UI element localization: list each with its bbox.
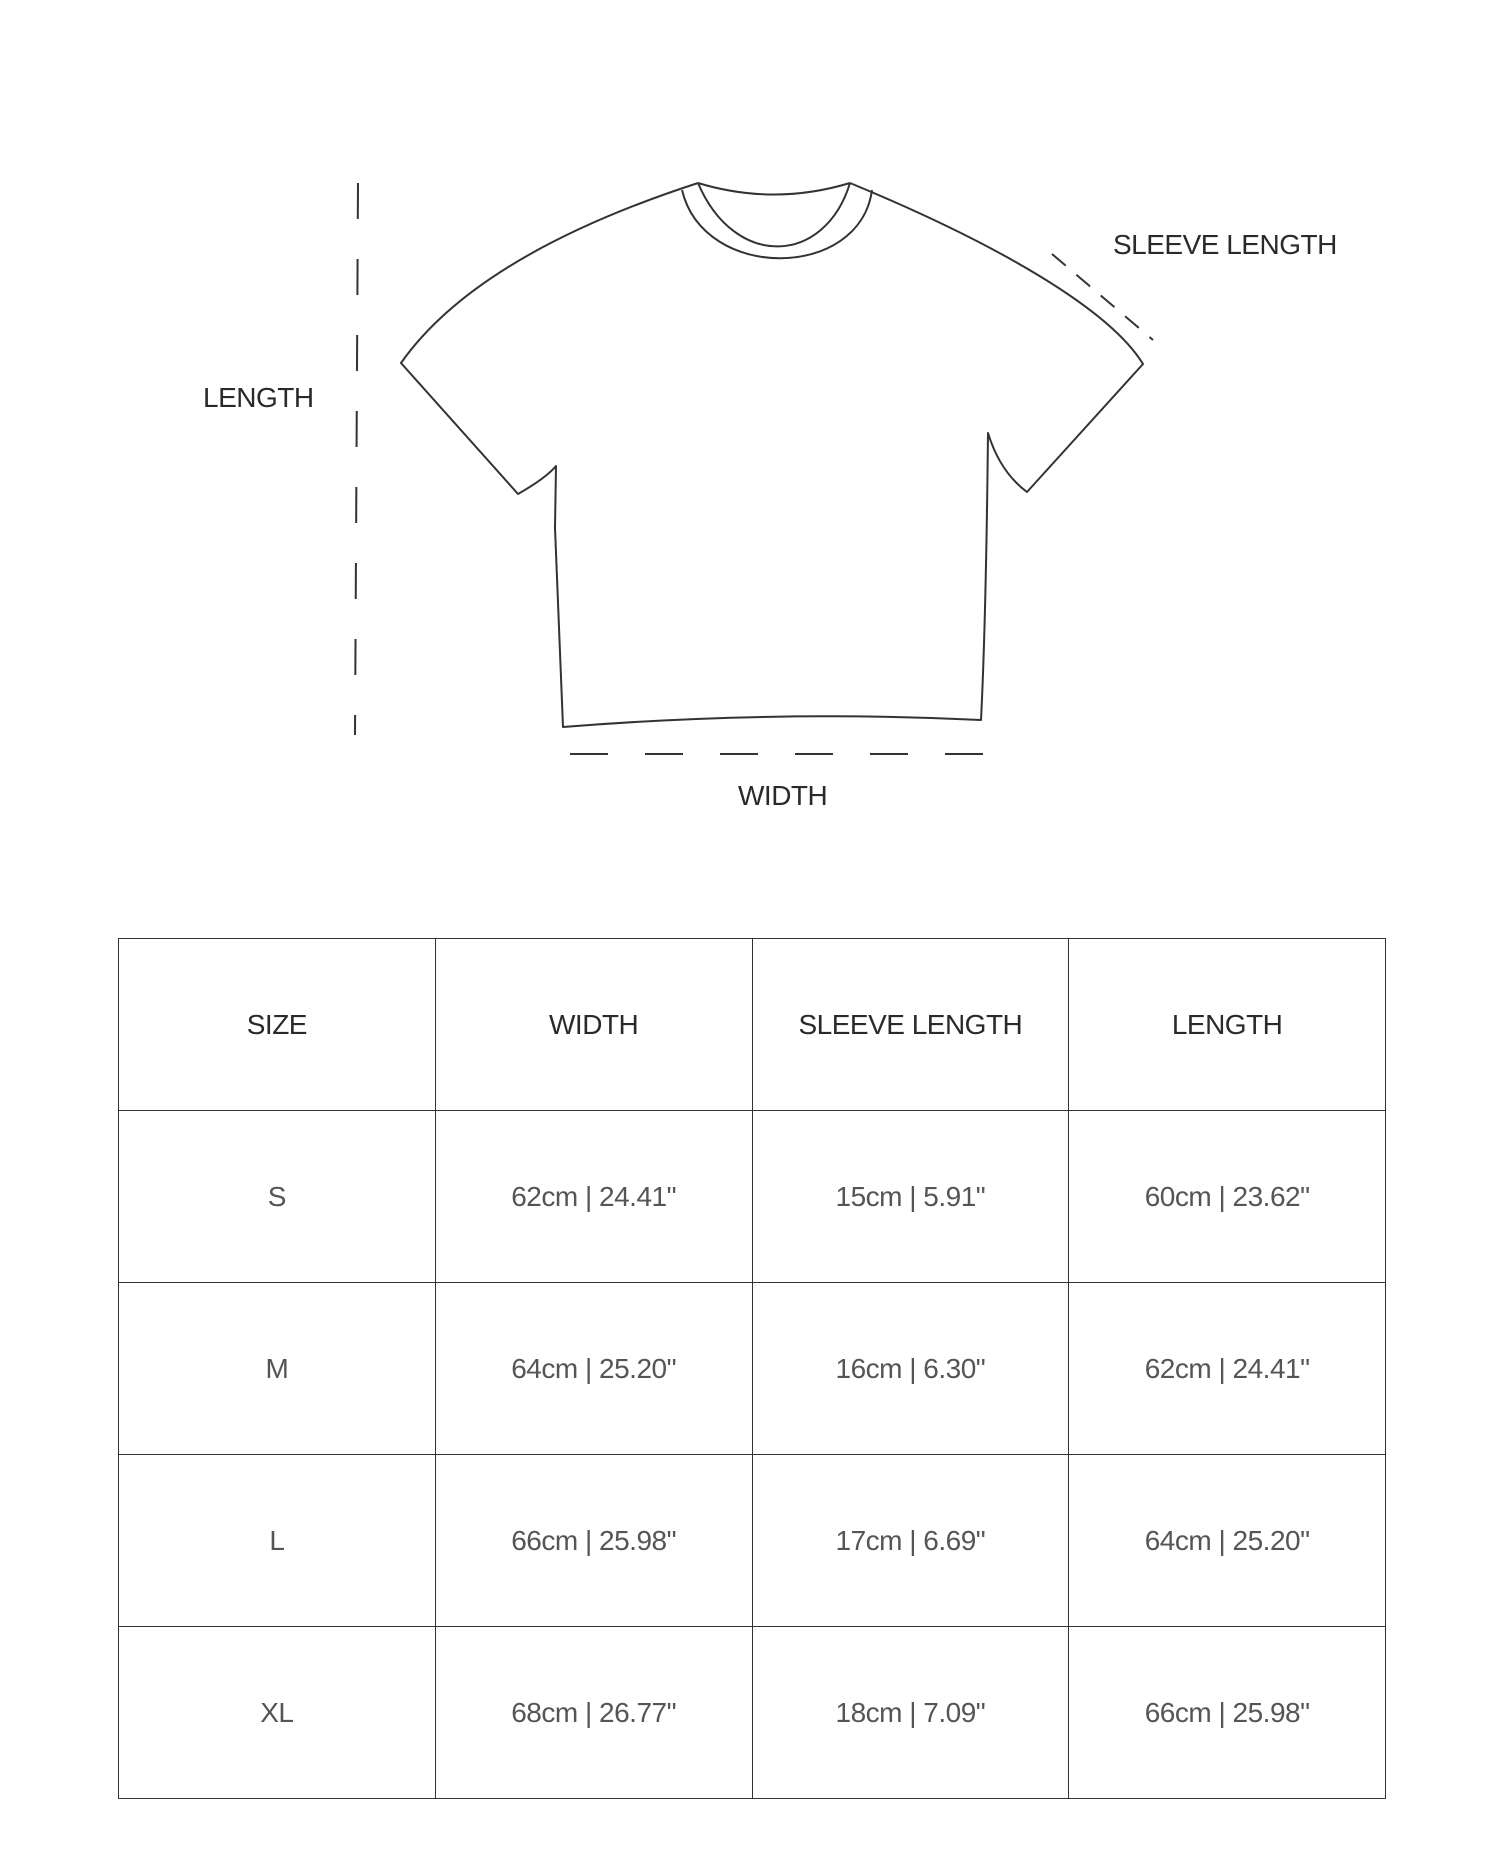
cell-size: M <box>119 1283 436 1455</box>
cell-width: 62cm | 24.41" <box>435 1111 752 1283</box>
cell-size: S <box>119 1111 436 1283</box>
table-row <box>119 1283 1386 1455</box>
sleeve-length-label: SLEEVE LENGTH <box>1113 229 1337 260</box>
tshirt-body-outline <box>401 183 1143 727</box>
sleeve-dashed-line <box>1052 254 1153 340</box>
cell-width: 64cm | 25.20" <box>435 1283 752 1455</box>
cell-length: 64cm | 25.20" <box>1069 1455 1386 1627</box>
size-chart-table <box>118 938 1386 1799</box>
cell-size: L <box>119 1455 436 1627</box>
tshirt-diagram <box>0 0 1500 880</box>
table-row <box>119 1455 1386 1627</box>
cell-length: 66cm | 25.98" <box>1069 1627 1386 1799</box>
table-row <box>119 1627 1386 1799</box>
header-size: SIZE <box>119 939 436 1111</box>
tshirt-outline-icon <box>0 0 1500 880</box>
length-dashed-line <box>355 183 358 735</box>
table-row <box>119 1111 1386 1283</box>
width-label: WIDTH <box>738 780 828 811</box>
cell-sleeve-length: 17cm | 6.69" <box>752 1455 1069 1627</box>
cell-sleeve-length: 18cm | 7.09" <box>752 1627 1069 1799</box>
header-sleeve-length: SLEEVE LENGTH <box>752 939 1069 1111</box>
cell-sleeve-length: 16cm | 6.30" <box>752 1283 1069 1455</box>
cell-width: 68cm | 26.77" <box>435 1627 752 1799</box>
length-label: LENGTH <box>203 382 314 413</box>
header-length: LENGTH <box>1069 939 1386 1111</box>
header-width: WIDTH <box>435 939 752 1111</box>
cell-size: XL <box>119 1627 436 1799</box>
cell-sleeve-length: 15cm | 5.91" <box>752 1111 1069 1283</box>
collar-outer <box>698 183 850 246</box>
cell-length: 62cm | 24.41" <box>1069 1283 1386 1455</box>
cell-length: 60cm | 23.62" <box>1069 1111 1386 1283</box>
table-header-row <box>119 939 1386 1111</box>
cell-width: 66cm | 25.98" <box>435 1455 752 1627</box>
neckline-edge <box>698 183 850 195</box>
